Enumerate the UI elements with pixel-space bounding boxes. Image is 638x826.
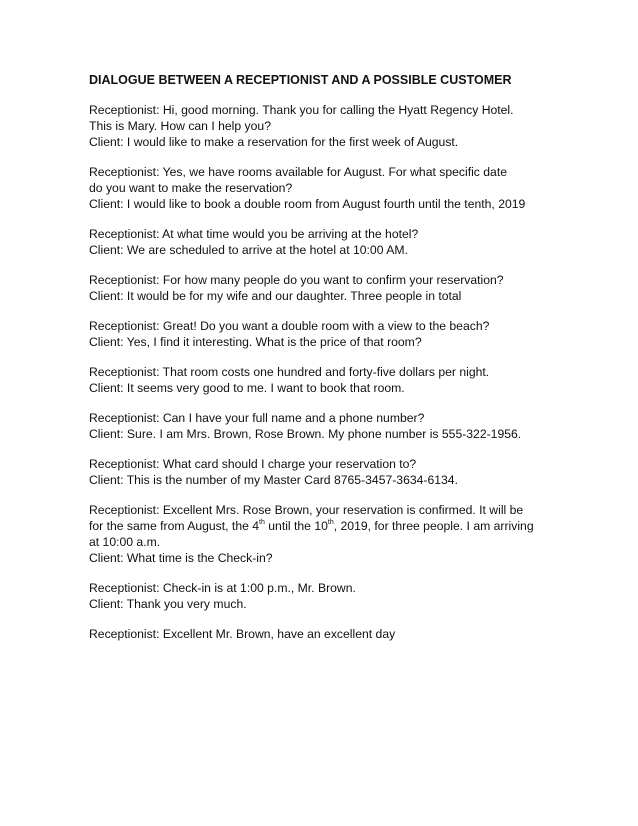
dialogue-exchange [89, 318, 559, 350]
dialogue-line: Client: It would be for my wife and our daughter. Three people in total [89, 289, 462, 303]
dialogue-line: Receptionist: Yes, we have rooms available for August. For what specific date [89, 165, 507, 179]
dialogue-line: Receptionist: At what time would you be arriving at the hotel? [89, 227, 419, 241]
dialogue-exchange [89, 456, 559, 488]
ordinal-suffix: th [259, 518, 265, 526]
dialogue-line: Client: I would like to make a reservation for the first week of August. [89, 135, 459, 149]
dialogue-line: Client: We are scheduled to arrive at the hotel at 10:00 AM. [89, 243, 408, 257]
dialogue-line: Receptionist: Check-in is at 1:00 p.m., Mr. Brown. [89, 581, 356, 595]
line-segment: , 2019, for three people. I am arriving [333, 519, 534, 533]
dialogue-line: Receptionist: Can I have your full name and a phone number? [89, 411, 425, 425]
dialogue-line: Client: What time is the Check-in? [89, 551, 273, 565]
line-segment: until the 10 [264, 519, 328, 533]
dialogue-line: do you want to make the reservation? [89, 181, 293, 195]
dialogue-line: Client: This is the number of my Master Card 8765-3457-3634-6134. [89, 473, 458, 487]
dialogue-exchange [89, 102, 559, 150]
dialogue-line: This is Mary. How can I help you? [89, 119, 271, 133]
dialogue-line: Client: I would like to book a double room from August fourth until the tenth, 2019 [89, 197, 526, 211]
ordinal-suffix: th [327, 518, 334, 526]
dialogue-line: Receptionist: Great! Do you want a double room with a view to the beach? [89, 319, 490, 333]
dialogue-exchange [89, 226, 559, 258]
dialogue-exchange [89, 272, 559, 304]
dialogue-line: Client: It seems very good to me. I want to book that room. [89, 381, 405, 395]
document-page [89, 72, 559, 656]
dialogue-line: Receptionist: For how many people do you want to confirm your reservation? [89, 273, 504, 287]
dialogue-line: Client: Yes, I find it interesting. What is the price of that room? [89, 335, 422, 349]
dialogue-exchange [89, 364, 559, 396]
dialogue-line: Receptionist: Excellent Mrs. Rose Brown, your reservation is confirmed. It will be [89, 503, 524, 517]
dialogue-line: at 10:00 a.m. [89, 535, 161, 549]
dialogue-line: Receptionist: What card should I charge your reservation to? [89, 457, 417, 471]
dialogue-line: Client: Thank you very much. [89, 597, 247, 611]
dialogue-line: Receptionist: That room costs one hundred and forty-five dollars per night. [89, 365, 490, 379]
dialogue-exchange [89, 410, 559, 442]
dialogue-line: Receptionist: Hi, good morning. Thank you for calling the Hyatt Regency Hotel. [89, 103, 514, 117]
dialogue-line: Receptionist: Excellent Mr. Brown, have an excellent day [89, 627, 396, 641]
dialogue-exchange [89, 580, 559, 612]
dialogue-exchange [89, 502, 559, 566]
line-segment: for the same from August, the 4 [89, 519, 260, 533]
dialogue-exchange [89, 164, 559, 212]
dialogue-line [89, 518, 559, 534]
document-title: DIALOGUE BETWEEN A RECEPTIONIST AND A POSSIBLE CUSTOMER [89, 73, 512, 87]
dialogue-line: Client: Sure. I am Mrs. Brown, Rose Brown. My phone number is 555-322-1956. [89, 427, 522, 441]
dialogue-exchange [89, 626, 559, 642]
